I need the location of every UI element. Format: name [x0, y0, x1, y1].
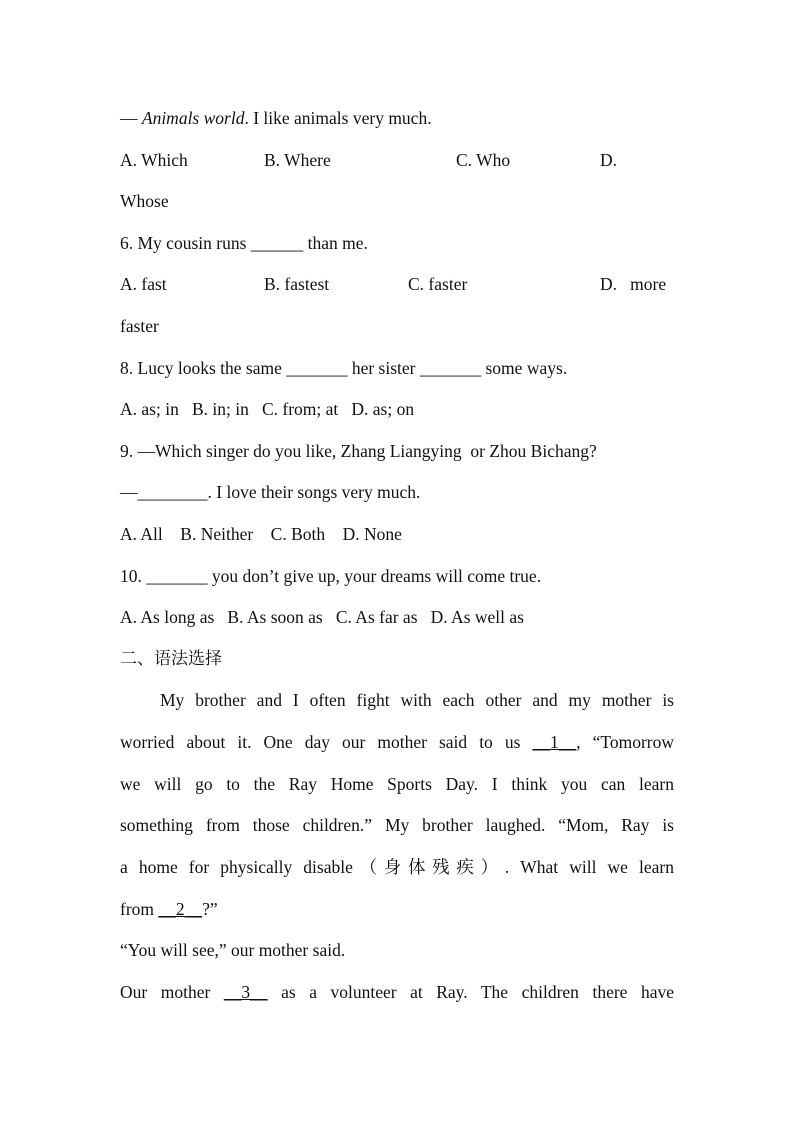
q9-stem: 9. —Which singer do you like, Zhang Liangying or Zhou Bichang?	[120, 441, 597, 461]
q9-reply: —________. I love their songs very much.	[120, 482, 421, 502]
q6-option-a: A. fast	[120, 274, 167, 294]
q8-stem: 8. Lucy looks the same _______ her sister _______ some ways.	[120, 358, 568, 378]
answer-dash: —	[120, 108, 138, 128]
option-b: B. Where	[264, 150, 331, 170]
passage-line-2-b: , “Tomorrow	[576, 732, 675, 752]
blank-2: __2__	[158, 899, 203, 919]
passage-line-3: we will go to the Ray Home Sports Day. I think you can learn	[120, 774, 674, 794]
passage-line-1: My brother and I often fight with each other and my mother is	[160, 690, 674, 710]
passage-line-8	[120, 981, 674, 1003]
q9-options: A. All B. Neither C. Both D. None	[120, 524, 402, 544]
blank-1: __1__	[532, 732, 577, 752]
answer-rest: . I like animals very much.	[244, 108, 432, 128]
section-heading: 二、语法选择	[120, 649, 222, 669]
q8-options: A. as; in B. in; in C. from; at D. as; on	[120, 399, 415, 419]
passage-line-8-a: Our mother	[120, 982, 224, 1002]
answer-title: Animals world	[141, 108, 245, 128]
option-c: C. Who	[456, 150, 511, 170]
passage-line-2	[120, 731, 674, 753]
passage-line-8-b: as a volunteer at Ray. The children there have	[267, 982, 674, 1002]
passage-line-2-a: worried about it. One day our mother said to us	[120, 732, 533, 752]
option-a: A. Which	[120, 150, 188, 170]
q10-stem: 10. _______ you don’t give up, your dreams will come true.	[120, 566, 542, 586]
q6-stem: 6. My cousin runs ______ than me.	[120, 233, 368, 253]
passage-line-6	[120, 898, 218, 920]
option-d: D.	[600, 150, 618, 170]
passage-line-7: “You will see,” our mother said.	[120, 940, 346, 960]
q6-option-b: B. fastest	[264, 274, 330, 294]
q6-option-d: D. more	[600, 274, 667, 294]
option-d-wrap: Whose	[120, 191, 169, 211]
q6-option-d-wrap: faster	[120, 316, 159, 336]
passage-line-4: something from those children.” My brother laughed. “Mom, Ray is	[120, 815, 674, 835]
passage-line-6-b: ?”	[202, 899, 218, 919]
answer-line	[120, 107, 432, 129]
passage-line-5: a home for physically disable（身体残疾）. What will we learn	[120, 857, 674, 877]
blank-3: __3__	[223, 982, 268, 1002]
q6-option-c: C. faster	[408, 274, 468, 294]
q10-options: A. As long as B. As soon as C. As far as D. As well as	[120, 607, 524, 627]
passage-line-6-a: from	[120, 899, 159, 919]
